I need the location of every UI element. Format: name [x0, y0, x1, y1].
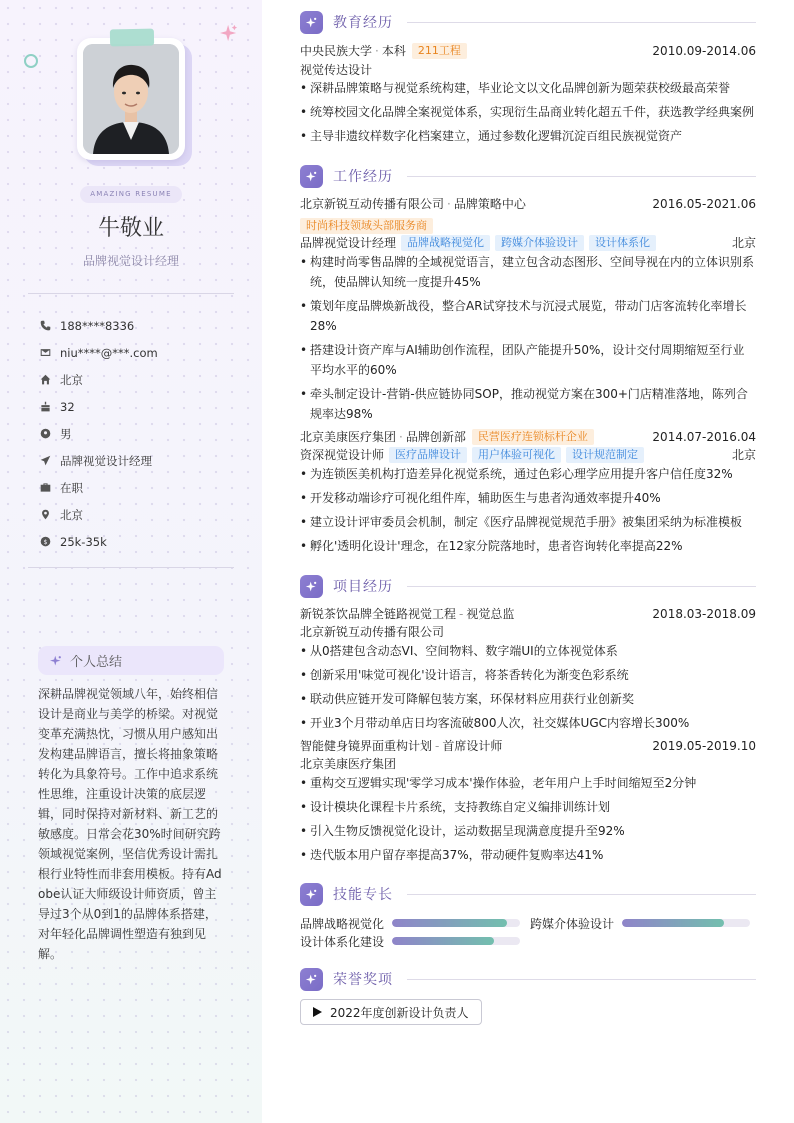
profile-photo: [83, 44, 179, 154]
svg-text:$: $: [43, 538, 48, 546]
send-icon: [40, 455, 51, 466]
section-title: 技能专长: [333, 887, 393, 903]
info-value: 32: [60, 399, 75, 414]
project-name: 智能健身镜界面重构计划: [300, 739, 433, 753]
play-triangle-icon: [313, 1007, 322, 1017]
section-skills: [300, 882, 756, 906]
list-item: • 引入生物反馈视觉化设计，运动数据呈现满意度提升至92%: [300, 821, 756, 841]
list-item: • 主导非遗纹样数字化档案建立，通过参数化逻辑沉淀百组民族视觉资产: [300, 126, 756, 146]
sparkle-icon: [305, 16, 318, 29]
salary-icon: [40, 536, 51, 547]
section-divider: [407, 176, 756, 177]
sparkle-icon: [305, 973, 318, 986]
briefcase-icon: [40, 482, 51, 493]
project-company: 北京美康医疗集团: [300, 757, 397, 771]
role-tag: 用户体验可视化: [472, 447, 561, 463]
ring-decoration: [24, 54, 38, 68]
major-text: 视觉传达设计: [300, 63, 373, 77]
major: [300, 60, 756, 79]
company-tag: 民营医疗连锁标杆企业: [472, 429, 594, 445]
job-header: 北京新锐互动传播有限公司 · 品牌策略中心 2016.05-2021.06: [300, 196, 756, 211]
section-divider: [407, 979, 756, 980]
info-value: 北京: [60, 507, 83, 522]
job-city: 北京: [731, 236, 756, 250]
sparkle-icon: [305, 170, 318, 183]
section-icon: [300, 11, 323, 34]
sparkle-icon: [220, 24, 238, 42]
sidebar-divider: [28, 567, 234, 568]
job-role-row: [300, 445, 756, 464]
list-item: • 深耕品牌策略与视觉系统构建，毕业论文以文化品牌创新为题荣获校级最高荣誉: [300, 78, 756, 98]
degree: 本科: [381, 44, 406, 58]
list-item: • 策划年度品牌焕新战役，整合AR试穿技术与沉浸式展览，带动门店客流转化率增长28%: [300, 296, 756, 336]
department: 品牌策略中心: [453, 197, 526, 211]
info-gender: [40, 420, 158, 447]
info-phone: [40, 312, 158, 339]
summary-title: 个人总结: [70, 655, 123, 670]
job-period: 2014.07-2016.04: [652, 429, 756, 444]
job-role: 资深视觉设计师: [300, 448, 385, 462]
list-item: • 重构交互逻辑实现'零学习成本'操作体验，老年用户上手时间缩短至2分钟: [300, 773, 756, 793]
list-item: • 为连锁医美机构打造差异化视觉系统，通过色彩心理学应用提升客户信任度32%: [300, 464, 756, 484]
section-awards: [300, 967, 756, 991]
info-age: [40, 393, 158, 420]
section-title: 荣誉奖项: [333, 972, 393, 988]
gender-icon: [40, 428, 51, 439]
role-tag: 品牌战略视觉化: [401, 235, 490, 251]
info-value: 25k-35k: [60, 534, 107, 549]
award-item: [300, 999, 482, 1025]
school-tag: 211工程: [412, 43, 467, 59]
section-work: [300, 164, 756, 188]
info-salary: [40, 528, 158, 555]
project-role: 视觉总监: [466, 607, 515, 621]
list-item: • 创新采用'味觉可视化'设计语言，将茶香转化为渐变色彩系统: [300, 665, 756, 685]
skill-name: 跨媒介体验设计: [530, 917, 615, 931]
role-tag: 设计体系化: [589, 235, 656, 251]
section-icon: [300, 165, 323, 188]
info-value: 品牌视觉设计经理: [60, 453, 152, 468]
sparkle-icon: [305, 888, 318, 901]
education-header: 中央民族大学 · 本科 211工程 2010.09-2014.06: [300, 43, 756, 58]
tape-decoration: [110, 29, 154, 47]
section-title: 教育经历: [333, 15, 393, 31]
sidebar-divider: [28, 293, 234, 294]
section-icon: [300, 968, 323, 991]
info-value: 188****8336: [60, 318, 135, 333]
candidate-name: 牛敬业: [97, 216, 164, 241]
role-tag: 医疗品牌设计: [389, 447, 467, 463]
section-divider: [407, 586, 756, 587]
mail-icon: [40, 347, 51, 358]
info-value: 北京: [60, 372, 83, 387]
skill-level: [392, 919, 507, 927]
list-item: • 从0搭建包含动态VI、空间物料、数字端UI的立体视觉体系: [300, 641, 756, 661]
education-period: 2010.09-2014.06: [652, 43, 756, 58]
company-name: 北京美康医疗集团: [300, 430, 397, 444]
project-header: 新锐茶饮品牌全链路视觉工程 - 视觉总监 2018.03-2018.09: [300, 606, 756, 621]
list-item: • 搭建设计资产库与AI辅助创作流程，团队产能提升50%，设计交付周期缩短至行业平均水平的60%: [300, 340, 756, 380]
list-item: • 设计模块化课程卡片系统，支持教练自定义编排训练计划: [300, 797, 756, 817]
info-position: [40, 447, 158, 474]
sidebar: [0, 0, 262, 1123]
resume-badge: AMAZING RESUME: [80, 186, 182, 203]
skill-bar: [392, 919, 520, 927]
section-icon: [300, 575, 323, 598]
project-company-row: [300, 754, 756, 773]
job-role: 品牌视觉设计经理: [300, 236, 397, 250]
section-icon: [300, 883, 323, 906]
list-item: • 构建时尚零售品牌的全域视觉语言，建立包含动态图形、空间导视在内的立体识别系统，使品牌认知统一度提升45%: [300, 252, 756, 292]
job-role-row: [300, 233, 756, 252]
list-item: • 开发移动端诊疗可视化组件库，辅助医生与患者沟通效率提升40%: [300, 488, 756, 508]
project-period: 2018.03-2018.09: [652, 606, 756, 621]
sparkle-icon: [50, 655, 62, 667]
profile-photo-frame: [77, 38, 185, 160]
list-item: • 孵化'透明化设计'理念，在12家分院落地时，患者咨询转化率提高22%: [300, 536, 756, 556]
department: 品牌创新部: [405, 430, 466, 444]
cake-icon: [40, 401, 51, 412]
skill-bar: [622, 919, 750, 927]
project-header: 智能健身镜界面重构计划 - 首席设计师 2019.05-2019.10: [300, 738, 756, 753]
section-divider: [407, 894, 756, 895]
list-item: • 牵头制定设计-营销-供应链协同SOP，推动视觉方案在300+门店精准落地，陈列合规率达98%: [300, 384, 756, 424]
section-title: 工作经历: [333, 169, 393, 185]
contact-info-list: [40, 312, 158, 555]
info-value: niu****@***.com: [60, 345, 158, 360]
candidate-title: 品牌视觉设计经理: [82, 254, 179, 268]
list-item: • 开业3个月带动单店日均客流破800人次，社交媒体UGC内容增长300%: [300, 713, 756, 733]
project-company-row: [300, 622, 756, 641]
skill-bar: [392, 937, 520, 945]
summary-header: [38, 646, 224, 675]
info-location: [40, 501, 158, 528]
job-city: 北京: [731, 448, 756, 462]
list-item: • 统筹校园文化品牌全案视觉体系，实现衍生品商业转化超五千件，获选教学经典案例: [300, 102, 756, 122]
section-divider: [407, 22, 756, 23]
skill-name: 品牌战略视觉化: [300, 917, 385, 931]
section-projects: [300, 574, 756, 598]
project-company: 北京新锐互动传播有限公司: [300, 625, 445, 639]
phone-icon: [40, 320, 51, 331]
list-item: • 建立设计评审委员会机制，制定《医疗品牌视觉规范手册》被集团采纳为标准模板: [300, 512, 756, 532]
project-role: 首席设计师: [442, 739, 503, 753]
section-education: [300, 10, 756, 34]
job-header: 北京美康医疗集团 · 品牌创新部 民营医疗连锁标杆企业 2014.07-2016.04: [300, 429, 756, 444]
project-name: 新锐茶饮品牌全链路视觉工程: [300, 607, 457, 621]
role-tag: 跨媒介体验设计: [495, 235, 584, 251]
award-text: 2022年度创新设计负责人: [330, 1005, 469, 1020]
location-pin-icon: [40, 509, 51, 520]
sparkle-icon: [305, 580, 318, 593]
info-home: [40, 366, 158, 393]
company-name: 北京新锐互动传播有限公司: [300, 197, 445, 211]
summary-text: 深耕品牌视觉领域八年，始终相信设计是商业与美学的桥梁。对视觉变革充满热忱，习惯从用户感知出发构建品牌语言，擅长将抽象策略转化为具象符号。工作中追求系统性思维，注重设计决策的底层逻辑，同时保持对新材料、新工艺的敏感度。日常会花30%时间研究跨领域视觉案例，坚信优秀设计需扎根行业特性而非套用模板。持有Adobe认证大师级设计师资质，曾主导过3个从0到1的品牌体系搭建，对年轻化品牌调性塑造有独到见解。: [38, 687, 222, 961]
list-item: • 联动供应链开发可降解包装方案，环保材料应用获行业创新奖: [300, 689, 756, 709]
skill-name: 设计体系化建设: [300, 935, 385, 949]
info-email: [40, 339, 158, 366]
list-item: • 迭代版本用户留存率提高37%，带动硬件复购率达41%: [300, 845, 756, 865]
skill-level: [392, 937, 494, 945]
skill-level: [622, 919, 724, 927]
info-status: [40, 474, 158, 501]
section-title: 项目经历: [333, 579, 393, 595]
project-period: 2019.05-2019.10: [652, 738, 756, 753]
info-value: 男: [60, 426, 72, 441]
role-tag: 设计规范制定: [566, 447, 644, 463]
school-name: 中央民族大学: [300, 44, 373, 58]
home-icon: [40, 374, 51, 385]
info-value: 在职: [60, 480, 83, 495]
job-period: 2016.05-2021.06: [652, 196, 756, 211]
company-tag: 时尚科技领域头部服务商: [300, 218, 433, 234]
